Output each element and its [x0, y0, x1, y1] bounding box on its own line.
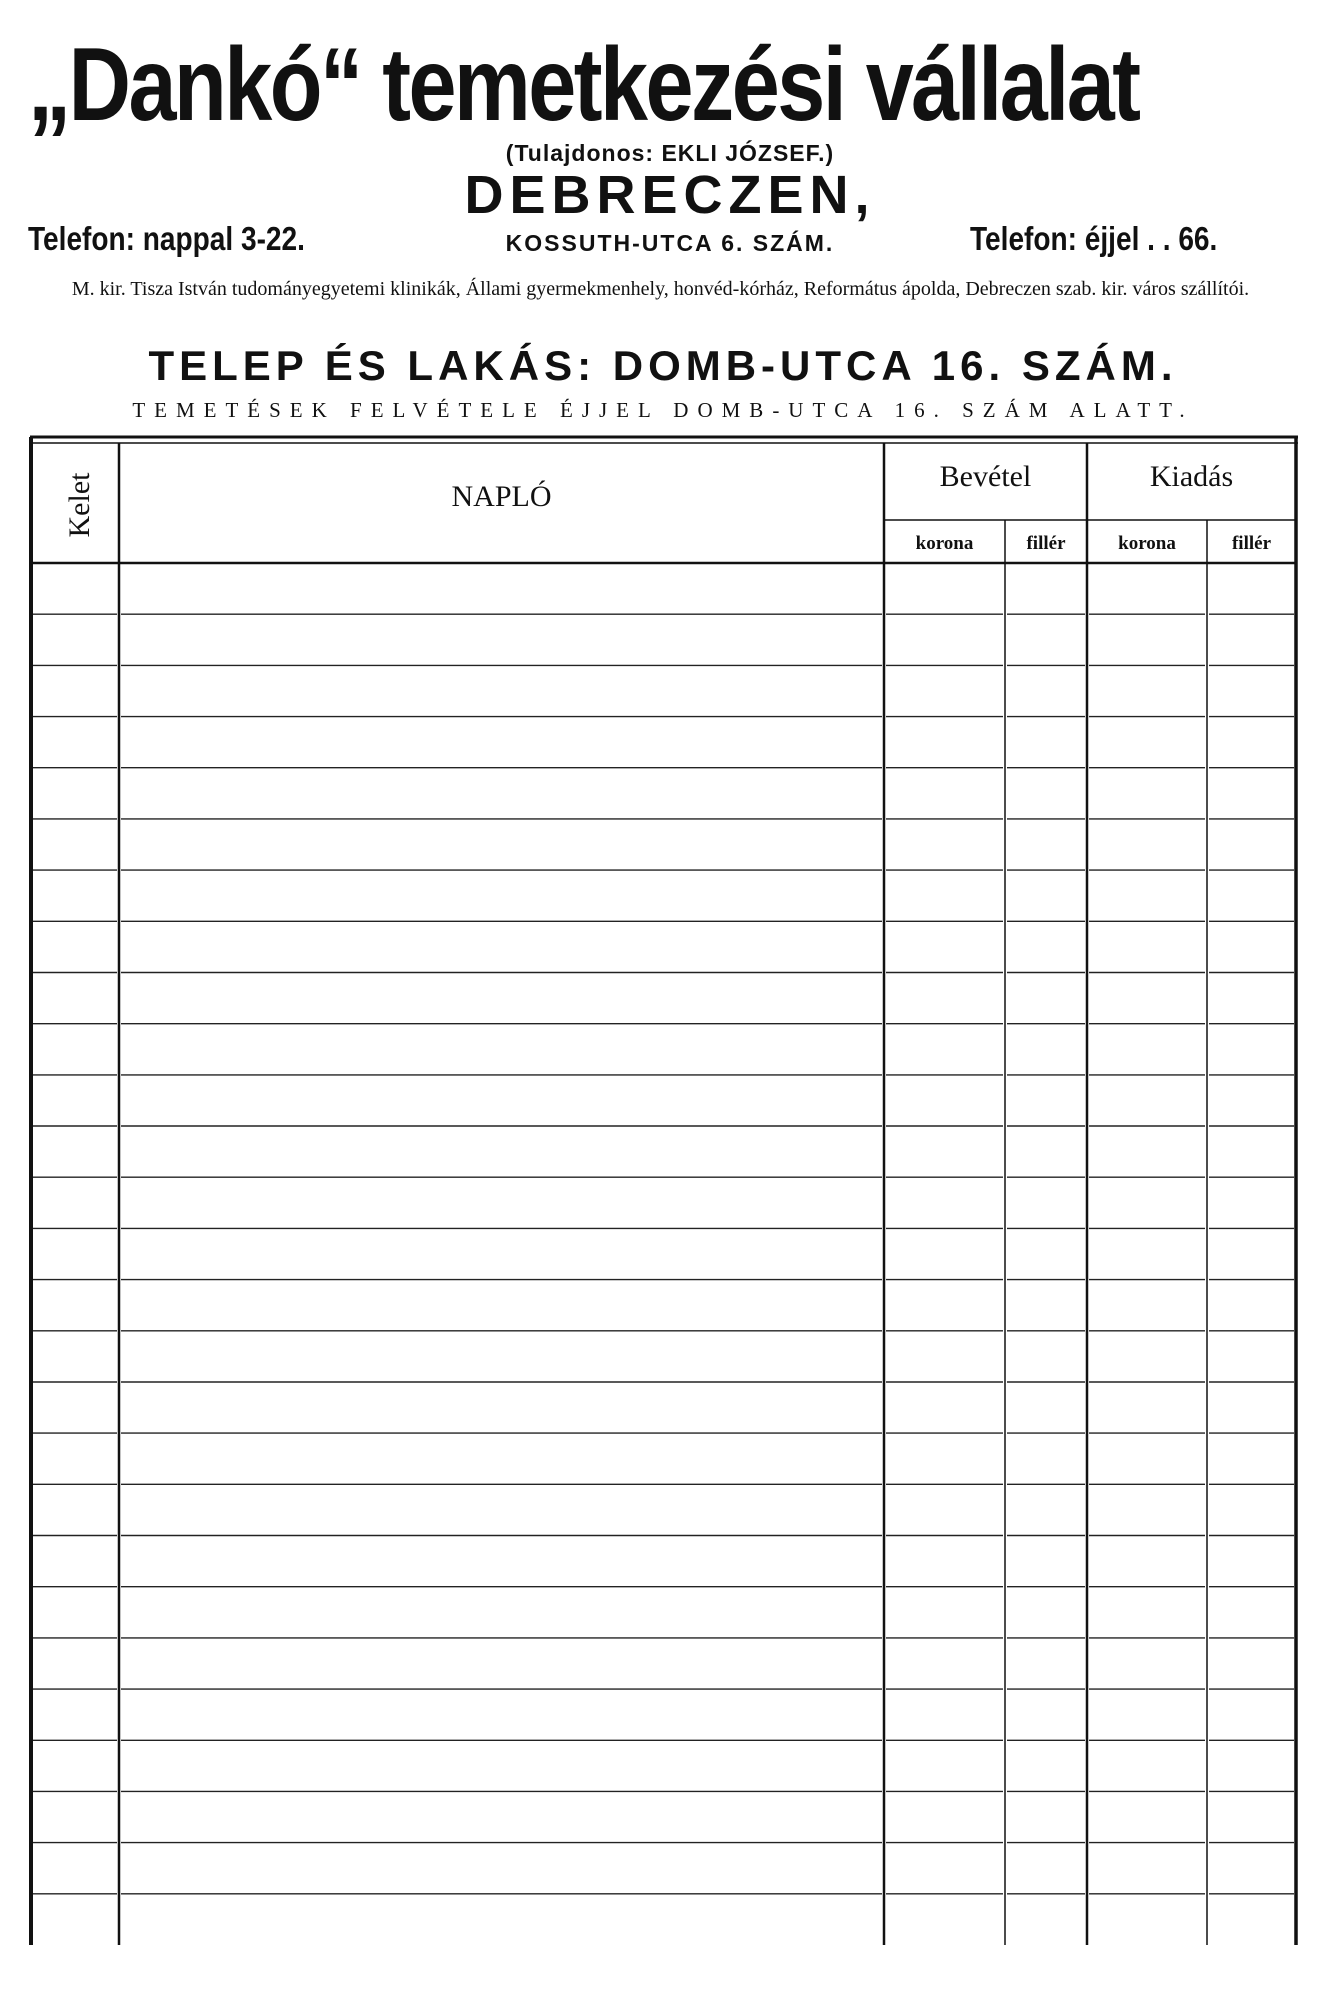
- col-date-header: Kelet: [63, 472, 96, 538]
- plant-address: TELEP ÉS LAKÁS: DOMB-UTCA 16. SZÁM.: [148, 342, 1178, 389]
- col-income-header: Bevétel: [939, 460, 1032, 493]
- expense-filler-header: fillér: [1231, 533, 1272, 554]
- street-address: KOSSUTH-UTCA 6. SZÁM.: [505, 230, 835, 256]
- phone-night: Telefon: éjjel . . 66.: [970, 220, 1218, 257]
- expense-crown-header: korona: [1118, 533, 1176, 554]
- col-expense-header: Kiadás: [1149, 460, 1234, 493]
- city-name: DEBRECZEN,: [464, 165, 876, 225]
- income-crown-header: korona: [915, 533, 974, 554]
- night-service-note: TEMETÉSEK FELVÉTELE ÉJJEL DOMB-UTCA 16. SZÁM ALATT.: [132, 398, 1194, 422]
- company-name: „Dankó“ temetkezési vállalat: [28, 27, 1139, 143]
- phone-day: Telefon: nappal 3-22.: [28, 220, 305, 257]
- income-filler-header: fillér: [1026, 533, 1066, 554]
- supplier-note: M. kir. Tisza István tudományegyetemi klinikák, Állami gyermekmenhely, honvéd-kórház, Református ápolda, Debreczen szab. kir. város szállítói.: [71, 278, 1250, 300]
- owner-line: (Tulajdonos: EKLI JÓZSEF.): [505, 140, 835, 166]
- col-journal-header: NAPLÓ: [451, 480, 552, 513]
